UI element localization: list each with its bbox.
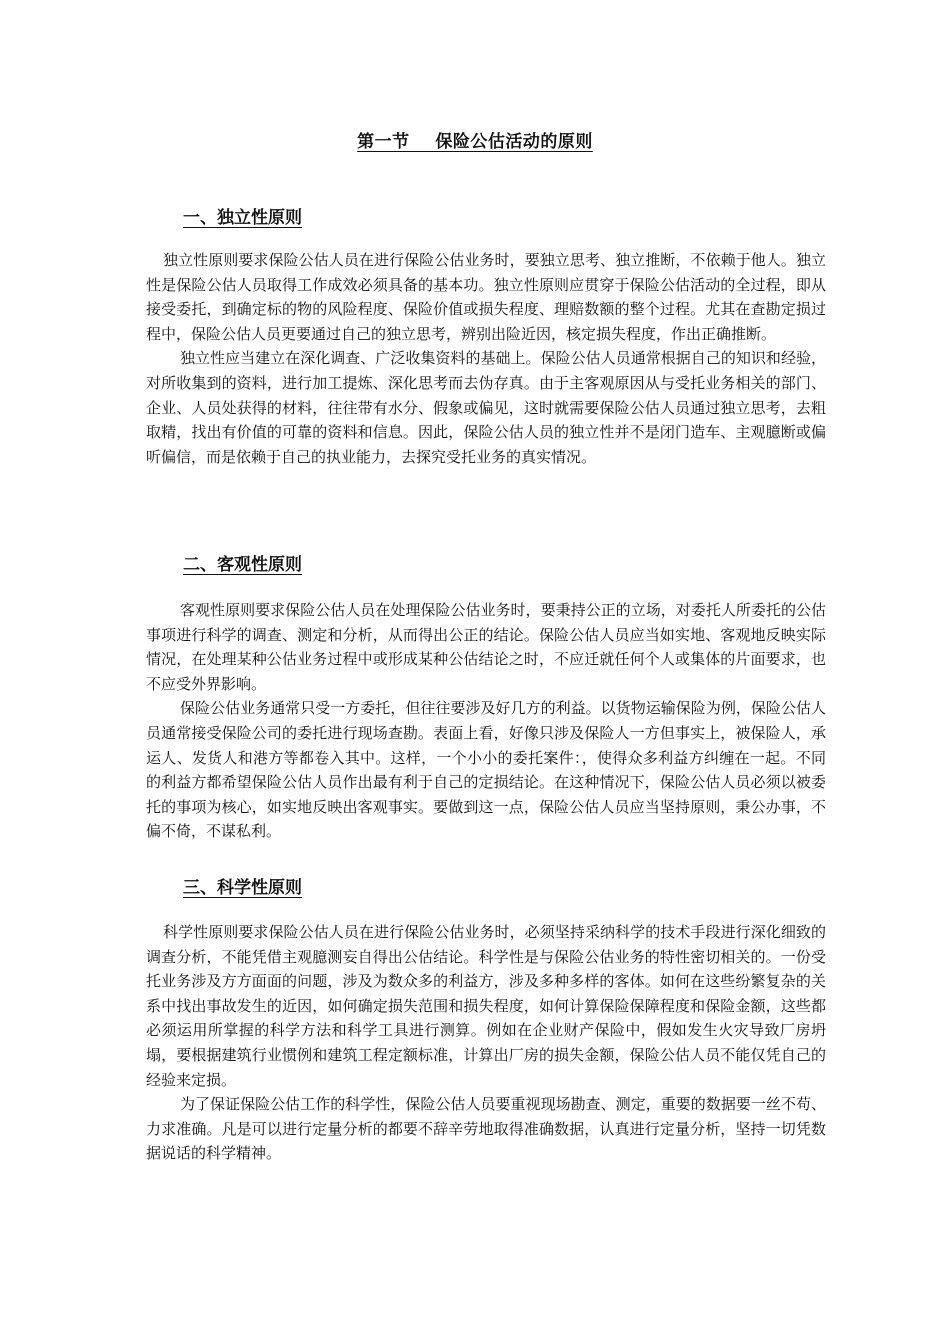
section-body-independence [146, 248, 826, 469]
paragraph: 为了保证保险公估工作的科学性，保险公估人员要重视现场勘查、测定，重要的数据要一丝不苟、力求准确。凡是可以进行定量分析的都要不辞辛劳地取得准确数据，认真进行定量分析，坚持一切凭数据说话的科学精神。 [146, 1095, 826, 1163]
section-heading-independence: 一、独立性原则 [183, 208, 302, 228]
section-heading-objectivity: 二、客观性原则 [183, 555, 302, 575]
section-body-scientific [146, 920, 826, 1166]
page-title: 第一节 保险公估活动的原则 [357, 132, 593, 152]
paragraph: 客观性原则要求保险公估人员在处理保险公估业务时，要秉持公正的立场，对委托人所委托的公估事项进行科学的调查、测定和分析，从而得出公正的结论。保险公估人员应当如实地、客观地反映实际情况，在处理某种公估业务过程中或形成某种公估结论之时，不应迁就任何个人或集体的片面要求，也不应受外界影响。 [146, 601, 826, 693]
paragraph: 独立性应当建立在深化调查、广泛收集资料的基础上。保险公估人员通常根据自己的知识和经验，对所收集到的资料，进行加工提炼、深化思考而去伪存真。由于主客观原因从与受托业务相关的部门、企业、人员处获得的材料，往往带有水分、假象或偏见，这时就需要保险公估人员通过独立思考，去粗取精，找出有价值的可靠的资料和信息。因此，保险公估人员的独立性并不是闭门造车、主观臆断或偏听偏信，而是依赖于自己的执业能力，去探究受托业务的真实情况。 [146, 349, 826, 466]
section-body-objectivity [146, 598, 826, 844]
section-heading-scientific: 三、科学性原则 [183, 878, 302, 898]
paragraph: 科学性原则要求保险公估人员在进行保险公估业务时，必须坚持采纳科学的技术手段进行深化细致的调查分析，不能凭借主观臆测妄自得出公估结论。科学性是与保险公估业务的特性密切相关的。一份受托业务涉及方方面面的问题，涉及为数众多的利益方，涉及多种多样的客体。如何在这些纷繁复杂的关系中找出事故发生的近因，如何确定损失范围和损失程度，如何计算保险保障程度和保险金额，这些都必须运用所掌握的科学方法和科学工具进行测算。例如在企业财产保险中，假如发生火灾导致厂房坍塌，要根据建筑行业惯例和建筑工程定额标准，计算出厂房的损失金额，保险公估人员不能仅凭自己的经验来定损。 [146, 923, 826, 1089]
paragraph: 保险公估业务通常只受一方委托，但往往要涉及好几方的利益。以货物运输保险为例，保险公估人员通常接受保险公司的委托进行现场查勘。表面上看，好像只涉及保险人一方但事实上，被保险人，承运人、发货人和港方等都卷入其中。这样，一个小小的委托案件：，使得众多利益方纠缠在一起。不同的利益方都希望保险公估人员作出最有利于自己的定损结论。在这种情况下，保险公估人员必须以被委托的事项为核心，如实地反映出客观事实。要做到这一点，保险公估人员应当坚持原则，秉公办事，不偏不倚，不谋私利。 [146, 699, 826, 841]
paragraph: 独立性原则要求保险公估人员在进行保险公估业务时，要独立思考、独立推断，不依赖于他人。独立性是保险公估人员取得工作成效必须具备的基本功。独立性原则应贯穿于保险公估活动的全过程，即从接受委托，到确定标的物的风险程度、保险价值或损失程度、理赔数额的整个过程。尤其在查勘定损过程中，保险公估人员更要通过自己的独立思考，辨别出险近因，核定损失程度，作出正确推断。 [146, 251, 826, 343]
